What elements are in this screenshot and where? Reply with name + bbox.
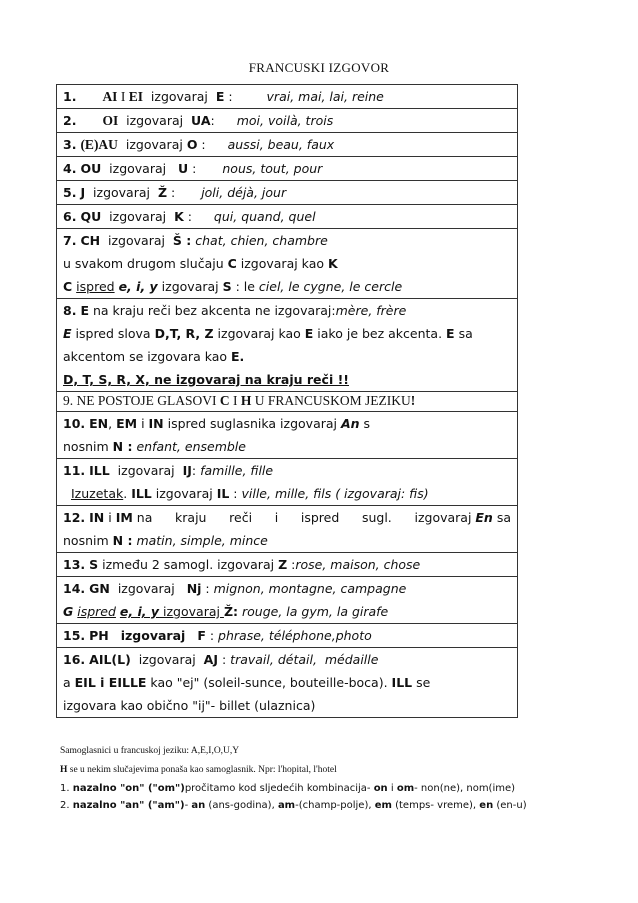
letters: C (227, 256, 237, 271)
rule-11-line-1 (63, 459, 511, 482)
rule-10-line-1 (63, 412, 511, 435)
examples: mère, frère (335, 303, 407, 318)
examples: joli, déjà, jour (201, 185, 287, 200)
text: nosnim (63, 439, 113, 454)
sound: S (222, 279, 232, 294)
text: izgovaraj (157, 279, 223, 294)
examples: vrai, mai, lai, reine (266, 89, 384, 104)
letters: H (60, 765, 68, 775)
letters: ILL (131, 486, 152, 501)
text: izgovaraj (414, 510, 476, 525)
text: ispred (76, 279, 115, 294)
letters: QU (80, 209, 102, 224)
examples: matin, simple, mince (136, 533, 268, 548)
pronunciation-table (56, 84, 518, 718)
text: a (63, 675, 75, 690)
text: pročitamo kod sljedećih kombinacija- (184, 783, 374, 794)
sound: Nj (186, 581, 202, 596)
sound: E (215, 89, 225, 104)
examples: qui, quand, quel (213, 209, 316, 224)
text: sa (492, 510, 511, 525)
letters: AI (102, 89, 118, 104)
examples: aussi, beau, faux (227, 137, 335, 152)
letters: C (219, 393, 230, 408)
rule-row-11 (57, 459, 517, 506)
rule-3-line (63, 133, 511, 156)
rule-8-line-3 (63, 345, 511, 368)
text: izgovaraj (101, 209, 175, 224)
note-vowels: Samoglasnici u francuskoj jeziku: A,E,I,O,U,Y (60, 746, 240, 756)
letters: e, i, y (119, 604, 160, 619)
sound: K (327, 256, 338, 271)
text: izgovaraj (142, 89, 216, 104)
text: kraju (175, 510, 207, 525)
letters: PH (89, 628, 109, 643)
letters: EN (89, 416, 109, 431)
sound: IJ (182, 463, 192, 478)
text: -(champ-polje), (295, 800, 375, 811)
text: - (184, 800, 192, 811)
letters: EI (128, 89, 143, 104)
rule-number: 11. (63, 463, 86, 478)
rule-number: 4. (63, 161, 77, 176)
letters: en (479, 800, 494, 811)
letters: IN (148, 416, 164, 431)
rule-number: 6. (63, 209, 77, 224)
rule-8-line-1 (63, 299, 511, 322)
rule-13-line (63, 553, 511, 576)
rule-row-7 (57, 229, 517, 299)
letters: E (80, 303, 89, 318)
letters: IN (89, 510, 105, 525)
notes-section (60, 742, 580, 814)
text: : (229, 486, 242, 501)
rule-14-line-1 (63, 577, 511, 600)
text: (ans-godina), (205, 800, 278, 811)
rule-row-5 (57, 181, 517, 205)
text: Izuzetak (71, 486, 124, 501)
rule-7-line-2 (63, 252, 511, 275)
sound: Š : (172, 233, 192, 248)
rule-16-line-1 (63, 648, 511, 671)
letters: OI (102, 113, 119, 128)
text: U FRANCUSKOM JEZIKU (251, 393, 411, 408)
sound: An (340, 416, 360, 431)
rule-16-line-2 (63, 671, 511, 694)
rule-row-8 (57, 299, 517, 392)
examples: chat, chien, chambre (195, 233, 328, 248)
letters: J (80, 185, 86, 200)
rule-15-line (63, 624, 511, 647)
text: 9. NE POSTOJE GLASOVI (63, 393, 220, 408)
examples: rouge, la gym, la girafe (242, 604, 389, 619)
sound: O (186, 137, 198, 152)
text: : (224, 89, 233, 104)
letters: e, i, y (118, 279, 158, 294)
examples: ville, mille, fils ( izgovaraj: fis) (241, 486, 429, 501)
text: u svakom drugom slučaju (63, 256, 228, 271)
letters: E (446, 326, 455, 341)
text: sugl. (361, 510, 392, 525)
text: ! (410, 393, 416, 408)
text: : le (231, 279, 259, 294)
text: , (108, 416, 117, 431)
note-h (60, 761, 580, 780)
rule-row-4 (57, 157, 517, 181)
sound: F (197, 628, 206, 643)
text: i (137, 416, 149, 431)
text: I (229, 393, 241, 408)
text: na kraju reči bez akcenta ne izgovaraj: (88, 303, 336, 318)
rule-row-6 (57, 205, 517, 229)
rule-10-line-2 (63, 435, 511, 458)
rule-9-line (63, 392, 511, 410)
text: na (136, 510, 153, 525)
examples: travail, détail, médaille (230, 652, 379, 667)
rule-number: 5. (63, 185, 77, 200)
page-title: FRANCUSKI IZGOVOR (248, 60, 390, 75)
text: izgovaraj (117, 137, 187, 152)
rule-number: 12. (63, 510, 86, 525)
rule-number: 10. (63, 416, 86, 431)
letters: CH (80, 233, 101, 248)
text: : (201, 581, 210, 596)
text: s (359, 416, 371, 431)
rule-number: 3. (63, 137, 77, 152)
sound: N : (112, 439, 133, 454)
rule-number: 14. (63, 581, 86, 596)
letters: an (191, 800, 206, 811)
text: : (188, 161, 197, 176)
rule-row-1 (57, 85, 517, 109)
sound: Ž (157, 185, 168, 200)
letters: on (373, 783, 388, 794)
rule-8-line-2 (63, 322, 511, 345)
text: ispred suglasnika izgovaraj (163, 416, 341, 431)
letters: OU (80, 161, 102, 176)
rule-8-line-4: D, T, S, R, X, ne izgovaraj na kraju reči !! (63, 372, 349, 387)
examples: nous, tout, pour (222, 161, 323, 176)
rule-16-line-3: izgovara kao obično "ij"- billet (ulaznica) (63, 698, 316, 713)
text: (en-u) (493, 800, 527, 811)
sound: E (304, 326, 314, 341)
sound: IL (216, 486, 230, 501)
examples: moi, voilà, trois (236, 113, 334, 128)
rule-11-line-2 (63, 482, 511, 505)
text: i (387, 783, 397, 794)
note-nasal-an (60, 797, 580, 814)
examples: rose, maison, chose (295, 557, 421, 572)
text: izgovaraj (109, 463, 183, 478)
text: akcentom se izgovara kao (63, 349, 232, 364)
sound: AJ (203, 652, 218, 667)
rule-12-line-1 (63, 506, 511, 529)
text: iako je bez akcenta. (313, 326, 447, 341)
rule-5-line (63, 181, 511, 204)
text: i (274, 510, 279, 525)
text: reči (229, 510, 253, 525)
rule-row-16 (57, 648, 517, 717)
rule-number: 16. (63, 652, 86, 667)
rule-7-line-1 (63, 229, 511, 252)
letters: E (63, 326, 72, 341)
letters: GN (89, 581, 110, 596)
text: izgovaraj (85, 185, 158, 200)
letters: G (63, 604, 74, 619)
examples: famille, fille (200, 463, 274, 478)
text: izgovaraj (151, 486, 217, 501)
letters: C (63, 279, 73, 294)
text: : (183, 209, 192, 224)
rule-number: 13. (63, 557, 86, 572)
text: izgovaraj (109, 581, 187, 596)
sound: UA (191, 113, 211, 128)
text: : (209, 628, 215, 643)
text: I (117, 89, 129, 104)
letters: D,T, R, Z (154, 326, 214, 341)
rule-number: 1. (63, 89, 77, 104)
sound: En (475, 510, 493, 525)
text: (temps- vreme), (391, 800, 480, 811)
rule-row-12 (57, 506, 517, 553)
text: : (167, 185, 176, 200)
text: izgovaraj kao (213, 326, 305, 341)
sound: N : (112, 533, 133, 548)
rule-number: 8. (63, 303, 77, 318)
text: kao "ej" (soleil-sunce, bouteille-boca). (146, 675, 392, 690)
rule-12-line-2 (63, 529, 511, 552)
sound: Ž: (223, 604, 239, 619)
letters: EM (116, 416, 138, 431)
text: ispred slova (71, 326, 155, 341)
text: izgovaraj (118, 113, 192, 128)
rule-7-line-3 (63, 275, 511, 298)
text: - non(ne), nom(ime) (414, 783, 516, 794)
text: između 2 samogl. izgovaraj (98, 557, 279, 572)
rule-row-15 (57, 624, 517, 648)
rule-row-9 (57, 392, 517, 412)
text: : (191, 463, 197, 478)
rule-row-10 (57, 412, 517, 459)
text: : (197, 137, 206, 152)
text: . (123, 486, 132, 501)
examples: ciel, le cygne, le cercle (258, 279, 403, 294)
sound: E. (231, 349, 245, 364)
examples: enfant, ensemble (136, 439, 246, 454)
letters: em (374, 800, 392, 811)
text: nosnim (63, 533, 113, 548)
rule-row-3 (57, 133, 517, 157)
sound: U (178, 161, 189, 176)
text: sa (454, 326, 473, 341)
letters: EIL i EILLE (74, 675, 147, 690)
letters: H (240, 393, 252, 408)
sound: Z (278, 557, 288, 572)
rule-row-2 (57, 109, 517, 133)
rule-number: 15. (63, 628, 86, 643)
text: 1. (60, 783, 73, 794)
text: izgovaraj (120, 628, 186, 643)
text: izgovaraj (100, 233, 173, 248)
rule-number: 7. (63, 233, 77, 248)
letters: AIL(L) (89, 652, 131, 667)
rule-4-line (63, 157, 511, 180)
text: izgovaraj (159, 604, 224, 619)
rule-14-line-2 (63, 600, 511, 623)
text: izgovaraj kao (236, 256, 328, 271)
examples: phrase, téléphone,photo (218, 628, 372, 643)
text: : (287, 557, 296, 572)
text: izgovaraj (130, 652, 204, 667)
text: 2. (60, 800, 73, 811)
text: ispred (300, 510, 340, 525)
letters: ILL (89, 463, 110, 478)
rule-1-line (63, 85, 511, 108)
text: ispred (77, 604, 116, 619)
rule-row-13 (57, 553, 517, 577)
text: nazalno "on" ("om") (72, 783, 185, 794)
text: nazalno "an" ("am") (72, 800, 185, 811)
letters: (E)AU (80, 137, 118, 152)
letters: S (89, 557, 99, 572)
rule-2-line (63, 109, 511, 132)
text: izgovaraj (101, 161, 179, 176)
text: se (412, 675, 431, 690)
letters: ILL (391, 675, 413, 690)
text: : (218, 652, 231, 667)
rule-row-14 (57, 577, 517, 624)
letters: om (396, 783, 415, 794)
sound: K (174, 209, 184, 224)
text: : (210, 113, 215, 128)
text: i (104, 510, 116, 525)
note-nasal-on (60, 780, 580, 797)
text: se u nekim slučajevima ponaša kao samoglasnik. Npr: l'hopital, l'hotel (67, 765, 337, 775)
examples: mignon, montagne, campagne (213, 581, 407, 596)
rule-6-line (63, 205, 511, 228)
letters: IM (115, 510, 133, 525)
letters: am (277, 800, 296, 811)
rule-number: 2. (63, 113, 77, 128)
